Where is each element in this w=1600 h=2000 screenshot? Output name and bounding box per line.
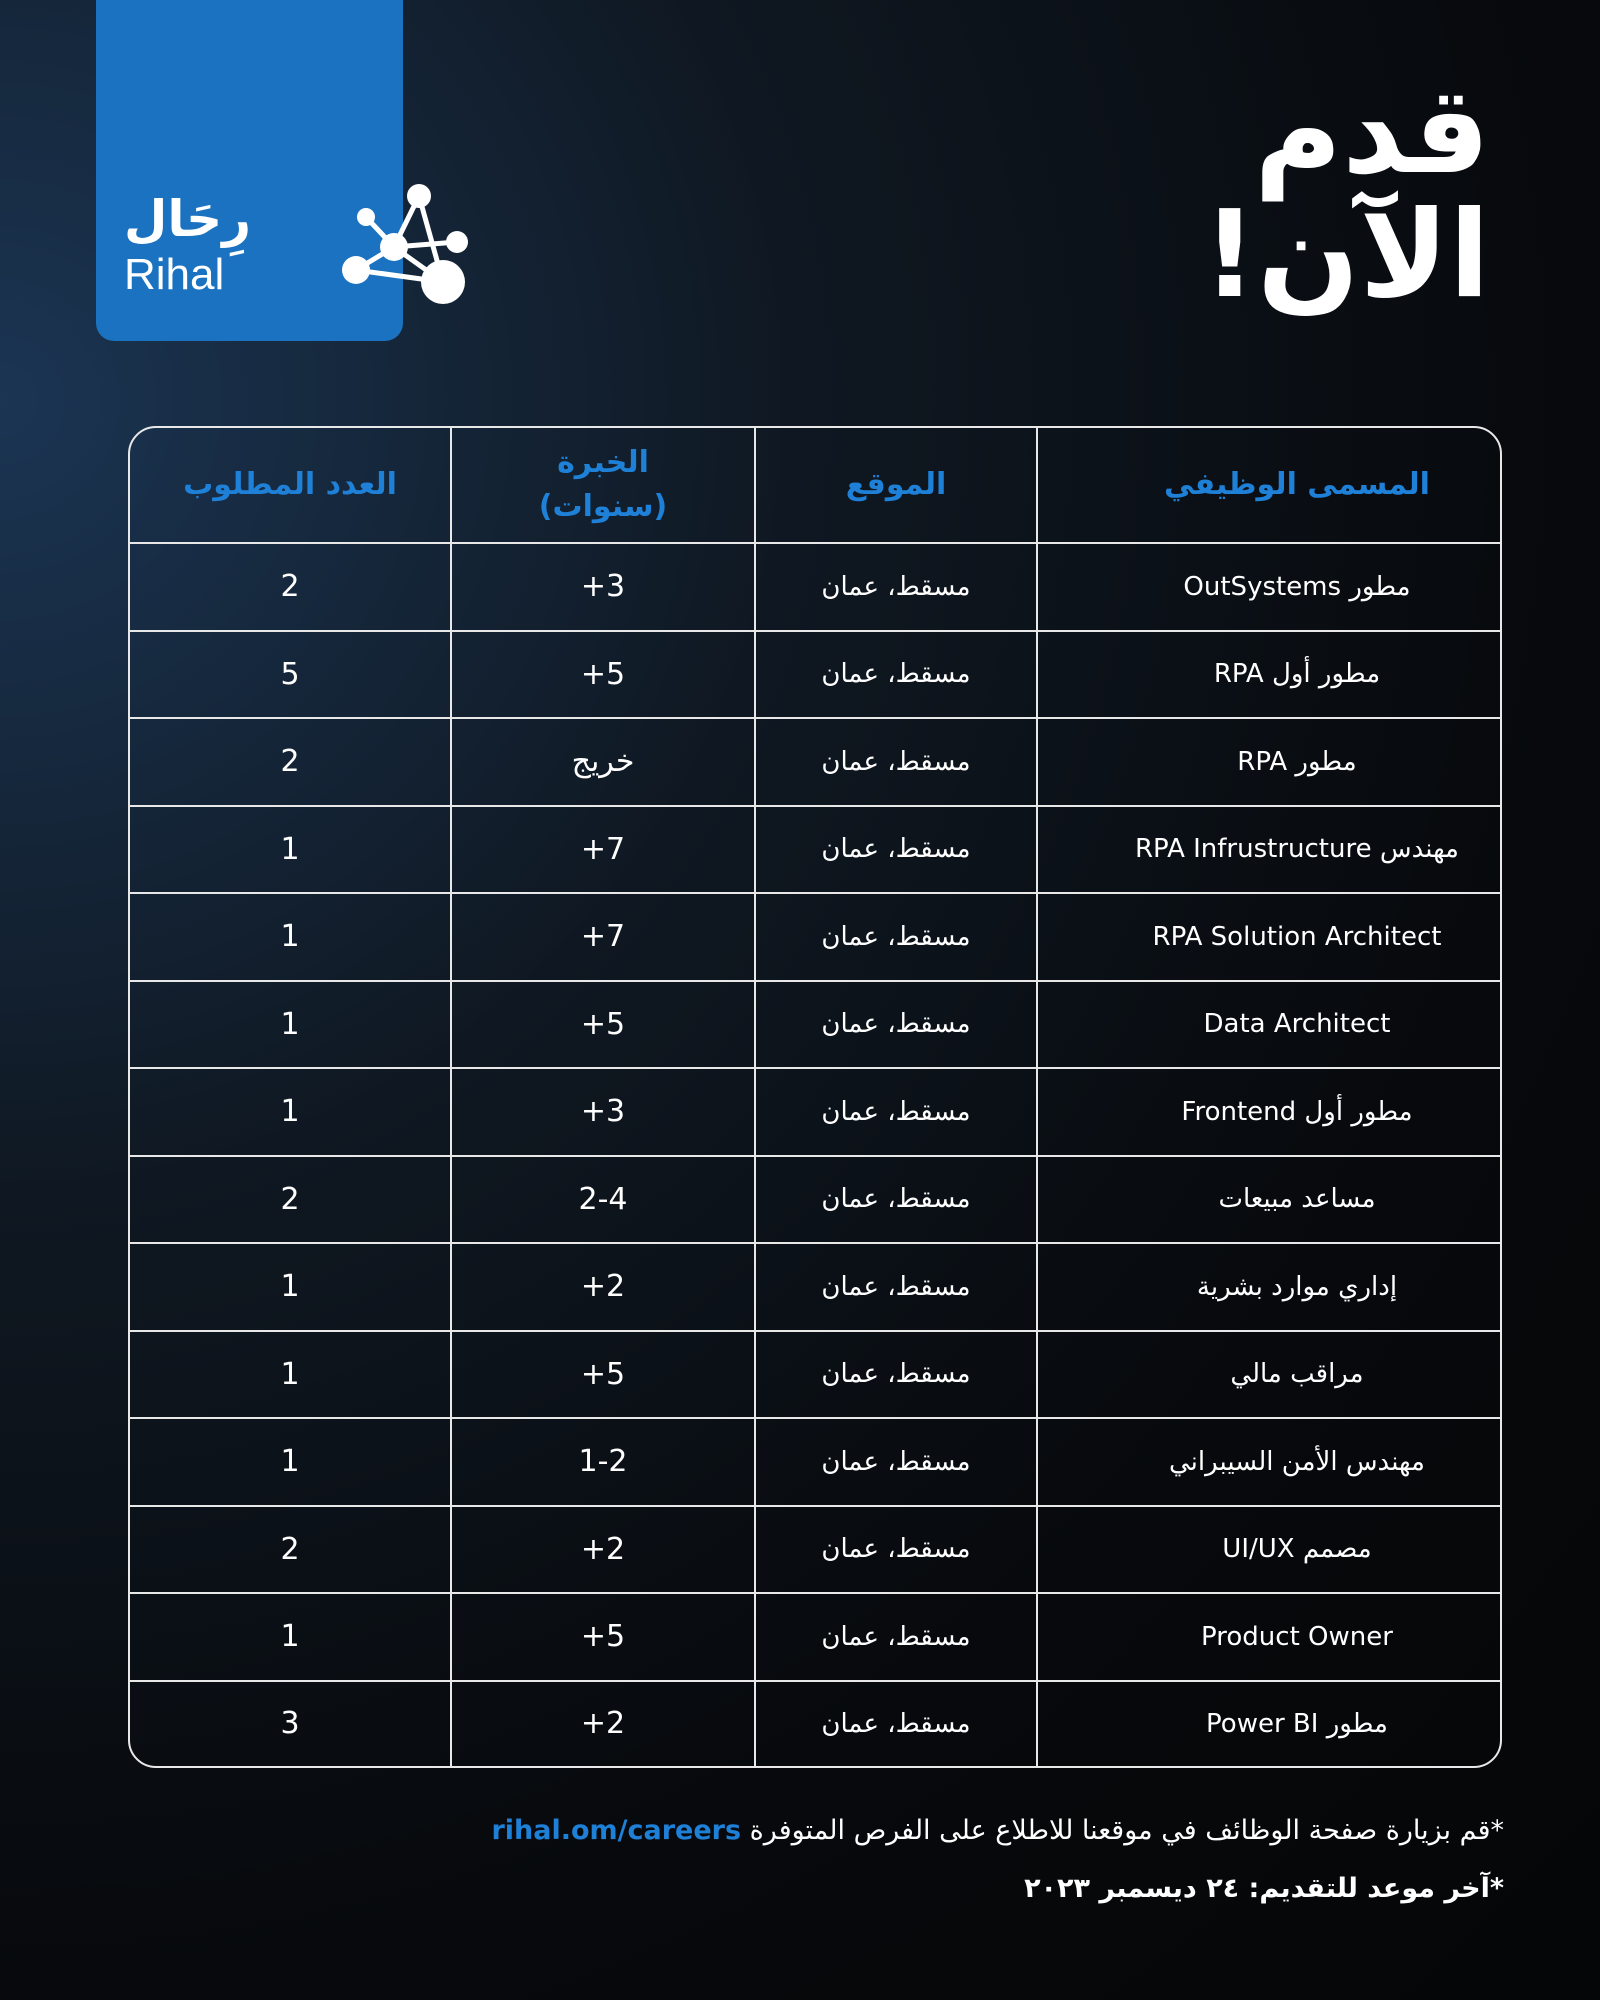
location-cell: مسقط، عمان [755, 718, 1037, 806]
job-title-cell: Product Owner [1037, 1593, 1502, 1681]
table-row [130, 543, 1502, 631]
headline [1030, 62, 1490, 325]
count-cell: 2 [130, 1156, 451, 1244]
experience-cell: 3+ [451, 1068, 755, 1156]
count-cell: 1 [130, 893, 451, 981]
experience-cell: 3+ [451, 543, 755, 631]
job-title-cell: مطور أول Frontend [1037, 1068, 1502, 1156]
location-cell: مسقط، عمان [755, 893, 1037, 981]
location-cell: مسقط، عمان [755, 631, 1037, 719]
header-experience-line-2: (سنوات) [538, 489, 668, 524]
location-cell: مسقط، عمان [755, 543, 1037, 631]
table-row [130, 1681, 1502, 1766]
header-job-title: المسمى الوظيفي [1164, 467, 1430, 502]
job-title-cell: مطور OutSystems [1037, 543, 1502, 631]
experience-cell: 5+ [451, 1593, 755, 1681]
deadline-note: *آخر موعد للتقديم: ٢٤ ديسمبر ٢٠٢٣ [1024, 1873, 1504, 1904]
table-row [130, 806, 1502, 894]
table-header-row [130, 428, 1502, 543]
careers-note-text: *قم بزيارة صفحة الوظائف في موقعنا للاطلاع على الفرص المتوفرة [749, 1815, 1504, 1846]
location-cell: مسقط، عمان [755, 1068, 1037, 1156]
job-title-cell: مراقب مالي [1037, 1331, 1502, 1419]
table-row [130, 718, 1502, 806]
job-title-cell: مهندس الأمن السيبراني [1037, 1418, 1502, 1506]
brand-name-arabic: رِحَال [124, 190, 251, 248]
jobs-table [128, 426, 1502, 1768]
header-experience [451, 428, 755, 543]
location-cell: مسقط، عمان [755, 1156, 1037, 1244]
headline-line-1: قدم [1254, 62, 1490, 201]
table-row [130, 1418, 1502, 1506]
careers-link[interactable]: rihal.om/careers [491, 1815, 742, 1846]
experience-cell: 2+ [451, 1681, 755, 1766]
job-title-cell: Data Architect [1037, 981, 1502, 1069]
table-row [130, 1156, 1502, 1244]
job-title-cell: مصمم UI/UX [1037, 1506, 1502, 1594]
job-title-cell: مهندس RPA Infrustructure [1037, 806, 1502, 894]
count-cell: 1 [130, 981, 451, 1069]
location-cell: مسقط، عمان [755, 1593, 1037, 1681]
count-cell: 5 [130, 631, 451, 719]
location-cell: مسقط، عمان [755, 1331, 1037, 1419]
experience-cell: 2+ [451, 1506, 755, 1594]
count-cell: 2 [130, 1506, 451, 1594]
experience-cell: 2-4 [451, 1156, 755, 1244]
careers-note [491, 1815, 1504, 1846]
count-cell: 1 [130, 806, 451, 894]
location-cell: مسقط، عمان [755, 981, 1037, 1069]
experience-cell: 5+ [451, 1331, 755, 1419]
table-row [130, 981, 1502, 1069]
experience-cell: خريج [451, 718, 755, 806]
count-cell: 2 [130, 543, 451, 631]
table-row [130, 631, 1502, 719]
table-row [130, 893, 1502, 981]
job-title-cell: مساعد مبيعات [1037, 1156, 1502, 1244]
count-cell: 3 [130, 1681, 451, 1766]
job-title-cell: إداري موارد بشرية [1037, 1243, 1502, 1331]
header-experience-line-1: الخبرة [557, 445, 649, 480]
header-location: الموقع [755, 428, 1037, 543]
experience-cell: 5+ [451, 631, 755, 719]
brand-logo [96, 0, 403, 341]
job-title-cell: مطور Power BI [1037, 1681, 1502, 1766]
count-cell: 1 [130, 1418, 451, 1506]
location-cell: مسقط، عمان [755, 1418, 1037, 1506]
network-nodes-icon [336, 170, 486, 320]
location-cell: مسقط، عمان [755, 1681, 1037, 1766]
job-title-cell: RPA Solution Architect [1037, 893, 1502, 981]
header-count: العدد المطلوب [130, 428, 451, 543]
experience-cell: 7+ [451, 893, 755, 981]
location-cell: مسقط، عمان [755, 1243, 1037, 1331]
experience-cell: 2+ [451, 1243, 755, 1331]
experience-cell: 1-2 [451, 1418, 755, 1506]
table-row [130, 1068, 1502, 1156]
table-row [130, 1593, 1502, 1681]
count-cell: 1 [130, 1331, 451, 1419]
experience-cell: 5+ [451, 981, 755, 1069]
headline-line-2: الآن! [1202, 186, 1490, 325]
count-cell: 2 [130, 718, 451, 806]
experience-cell: 7+ [451, 806, 755, 894]
job-title-cell: مطور RPA [1037, 718, 1502, 806]
table-row [130, 1331, 1502, 1419]
table-row [130, 1243, 1502, 1331]
job-title-cell: مطور أول RPA [1037, 631, 1502, 719]
table-row [130, 1506, 1502, 1594]
count-cell: 1 [130, 1068, 451, 1156]
location-cell: مسقط، عمان [755, 806, 1037, 894]
location-cell: مسقط، عمان [755, 1506, 1037, 1594]
count-cell: 1 [130, 1593, 451, 1681]
brand-name-latin: Rihal [124, 250, 225, 299]
count-cell: 1 [130, 1243, 451, 1331]
